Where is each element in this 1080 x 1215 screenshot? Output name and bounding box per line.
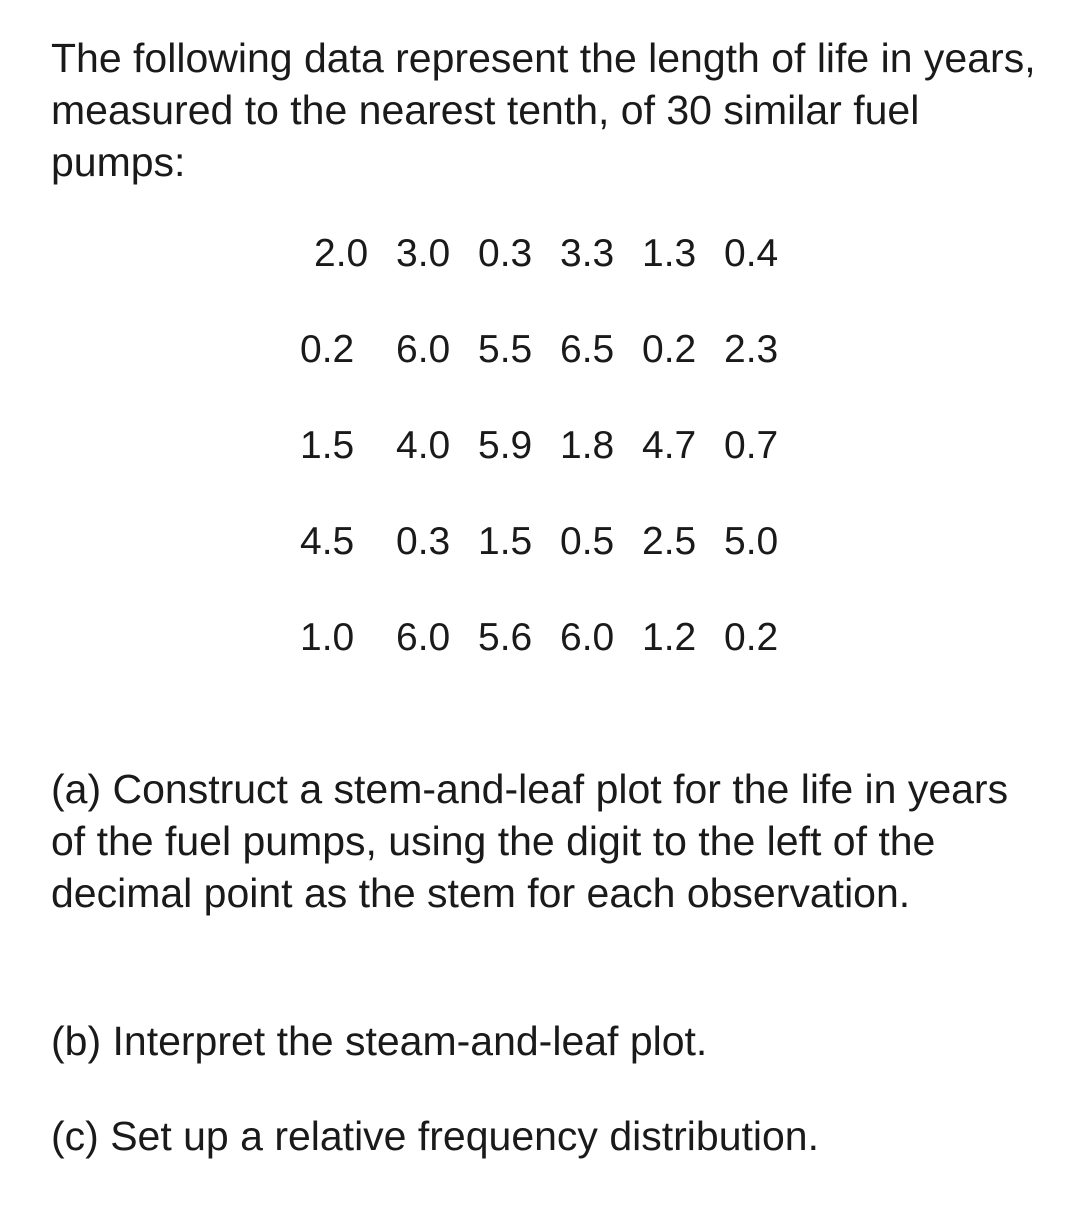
data-value: 3.0 xyxy=(396,232,451,275)
question-b: (b) Interpret the steam-and-leaf plot. xyxy=(51,1018,708,1064)
intro-paragraph: The following data represent the length of life in years, measured to the nearest tenth, of 30 similar fuel pumps: xyxy=(51,35,1036,185)
data-row xyxy=(300,328,806,424)
data-value: 1.2 xyxy=(642,616,697,659)
data-value: 4.0 xyxy=(396,424,451,467)
data-value: 4.5 xyxy=(300,520,355,563)
data-value: 2.5 xyxy=(642,520,697,563)
data-value: 5.5 xyxy=(478,328,533,371)
data-value: 6.5 xyxy=(560,328,615,371)
data-value: 5.9 xyxy=(478,424,533,467)
data-value: 3.3 xyxy=(560,232,615,275)
data-value: 0.5 xyxy=(560,520,615,563)
data-value: 4.7 xyxy=(642,424,697,467)
data-row xyxy=(300,616,806,712)
data-value: 0.3 xyxy=(396,520,451,563)
data-value: 5.0 xyxy=(724,520,779,563)
data-row xyxy=(300,424,806,520)
data-value: 1.3 xyxy=(642,232,697,275)
data-value: 0.2 xyxy=(300,328,355,371)
question-c: (c) Set up a relative frequency distribution. xyxy=(51,1113,819,1159)
data-value: 0.2 xyxy=(724,616,779,659)
data-value: 2.3 xyxy=(724,328,779,371)
fuel-pump-data-table xyxy=(300,232,806,712)
question-a: (a) Construct a stem-and-leaf plot for the life in years of the fuel pumps, using the digit to the left of the decimal point as the stem for each observation. xyxy=(51,766,1009,916)
data-value: 1.5 xyxy=(300,424,355,467)
data-value: 0.3 xyxy=(478,232,533,275)
data-value: 1.8 xyxy=(560,424,615,467)
data-row xyxy=(300,232,806,328)
data-value: 5.6 xyxy=(478,616,533,659)
data-value: 6.0 xyxy=(560,616,615,659)
data-value: 0.4 xyxy=(724,232,779,275)
data-value: 0.7 xyxy=(724,424,779,467)
data-value: 6.0 xyxy=(396,328,451,371)
data-value: 2.0 xyxy=(314,232,369,275)
data-value: 0.2 xyxy=(642,328,697,371)
data-value: 1.0 xyxy=(300,616,355,659)
data-row xyxy=(300,520,806,616)
data-value: 6.0 xyxy=(396,616,451,659)
data-value: 1.5 xyxy=(478,520,533,563)
